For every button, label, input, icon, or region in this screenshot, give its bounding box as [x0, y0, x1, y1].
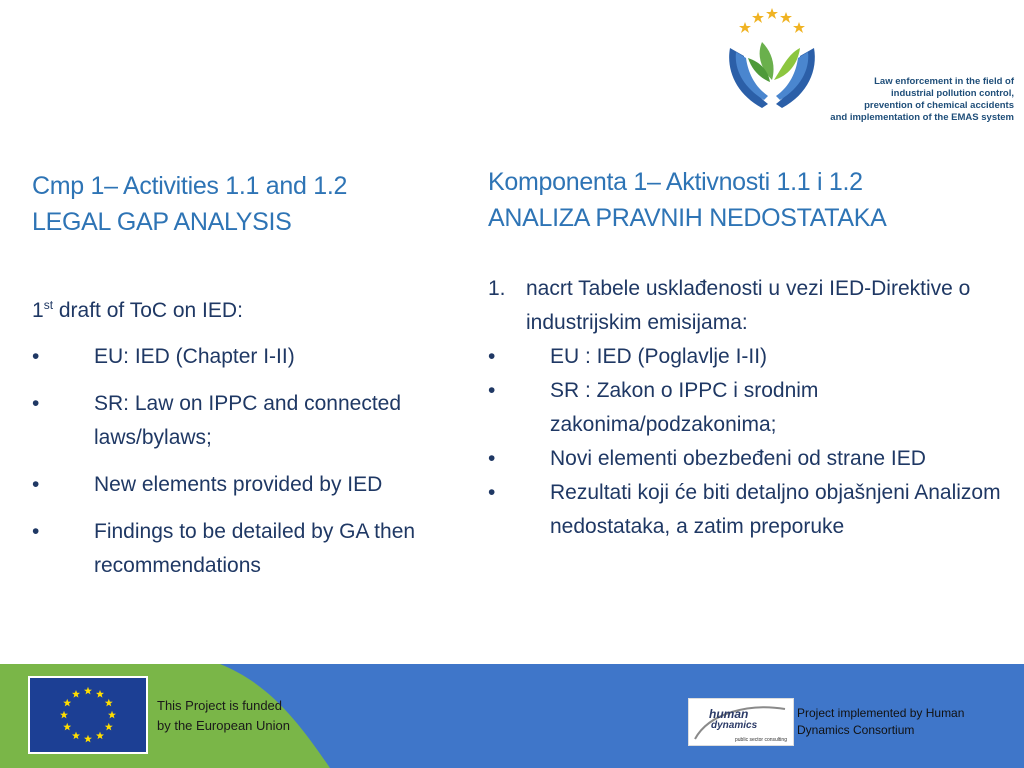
logo-line-3: prevention of chemical accidents — [864, 100, 1014, 111]
bullet-dot-icon: • — [32, 520, 40, 543]
intro-number: 1 — [32, 299, 44, 322]
right-heading-line-1: Komponenta 1– Aktivnosti 1.1 i 1.2 — [488, 168, 863, 196]
bullet-dot-icon: • — [488, 481, 496, 504]
right-bullet-text: Novi elementi obezbeđeni od strane IED — [550, 447, 926, 470]
left-bullet-list — [32, 340, 482, 583]
numbered-item-number: 1. — [488, 277, 506, 300]
eu-funding-note — [157, 696, 290, 736]
right-bullet-list — [488, 340, 1008, 544]
bullet-dot-icon: • — [32, 345, 40, 368]
numbered-item-text: nacrt Tabele usklađenosti u vezi IED-Direktive o industrijskim emisijama: — [526, 277, 971, 334]
right-bullet-item — [488, 374, 1008, 442]
right-bullet-text: Rezultati koji će biti detaljno objašnjeni Analizom nedostataka, a zatim preporuke — [550, 481, 1001, 538]
right-bullet-item — [488, 340, 1008, 374]
hd-word-human: human — [709, 707, 749, 721]
left-bullet-item — [32, 340, 482, 374]
left-heading — [32, 168, 347, 240]
right-bullet-item — [488, 442, 1008, 476]
bullet-dot-icon: • — [32, 473, 40, 496]
logo-tagline — [808, 76, 1014, 124]
right-numbered-item — [488, 272, 1008, 340]
hd-word-dynamics: dynamics — [711, 720, 758, 731]
implementation-note: Project implemented by Human Dynamics Consortium — [797, 706, 965, 737]
left-bullet-text: EU: IED (Chapter I-II) — [94, 345, 295, 368]
left-bullet-text: SR: Law on IPPC and connected laws/bylaws; — [94, 392, 402, 449]
intro-superscript: st — [43, 298, 54, 312]
logo-line-4: and implementation of the EMAS system — [830, 112, 1014, 123]
logo-line-1: Law enforcement in the field of — [874, 76, 1014, 87]
project-logo — [722, 8, 1022, 133]
eu-flag-icon — [28, 676, 148, 754]
left-bullet-text: Findings to be detailed by GA then recommendations — [94, 520, 416, 577]
hd-subtitle: public sector consulting — [735, 737, 787, 743]
right-body — [488, 272, 1008, 544]
right-heading — [488, 164, 886, 236]
right-bullet-item — [488, 476, 1008, 544]
funded-line-2: by the European Union — [157, 718, 290, 733]
left-bullet-text: New elements provided by IED — [94, 473, 383, 496]
logo-line-2: industrial pollution control, — [891, 88, 1014, 99]
left-bullet-item — [32, 468, 482, 502]
left-body — [32, 294, 482, 596]
left-bullet-item — [32, 515, 482, 583]
intro-text: draft of ToC on IED: — [53, 299, 243, 322]
bullet-dot-icon: • — [488, 345, 496, 368]
bullet-dot-icon: • — [488, 379, 496, 402]
left-intro — [32, 294, 482, 328]
human-dynamics-logo — [688, 698, 794, 746]
right-heading-line-2: ANALIZA PRAVNIH NEDOSTATAKA — [488, 204, 887, 232]
bullet-dot-icon: • — [32, 392, 40, 415]
left-heading-line-1: Cmp 1– Activities 1.1 and 1.2 — [32, 172, 348, 200]
left-bullet-item — [32, 387, 482, 455]
right-bullet-text: SR : Zakon o IPPC i srodnim zakonima/podzakonima; — [550, 379, 819, 436]
bullet-dot-icon: • — [488, 447, 496, 470]
left-heading-line-2: LEGAL GAP ANALYSIS — [32, 208, 292, 236]
funded-line-1: This Project is funded — [157, 698, 283, 713]
right-bullet-text: EU : IED (Poglavlje I-II) — [550, 345, 768, 368]
